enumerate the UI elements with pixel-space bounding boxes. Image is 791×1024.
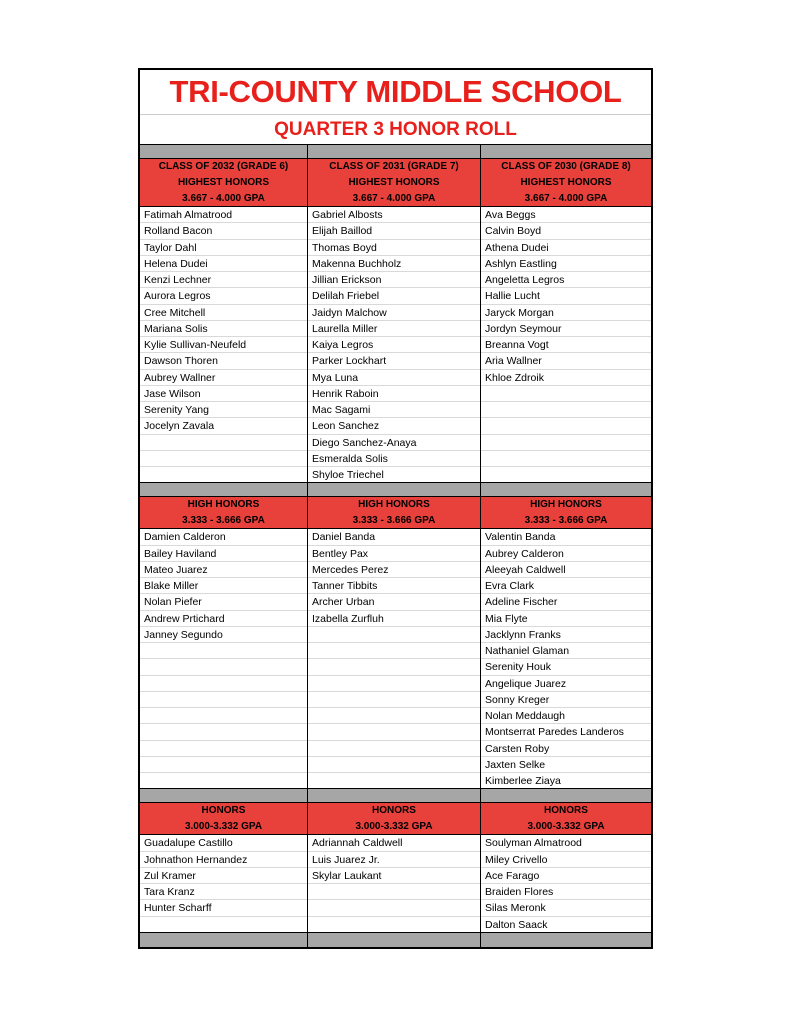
column-header-line: HIGHEST HONORS	[348, 177, 440, 188]
name-row: Mac Sagami	[308, 402, 480, 418]
name-row: Helena Dudei	[140, 256, 307, 272]
separator-bar	[481, 933, 651, 947]
name-row: Jase Wilson	[140, 386, 307, 402]
name-row: Mariana Solis	[140, 321, 307, 337]
column-header	[481, 497, 651, 529]
name-row	[308, 627, 480, 643]
name-row	[308, 676, 480, 692]
name-row: Silas Meronk	[481, 900, 651, 916]
name-row	[140, 757, 307, 773]
name-row: Khloe Zdroik	[481, 370, 651, 386]
column-header	[481, 803, 651, 835]
name-row	[481, 435, 651, 451]
name-row: Aubrey Calderon	[481, 546, 651, 562]
separator-bar	[308, 933, 481, 947]
separator-bar	[140, 145, 308, 159]
name-row: Cree Mitchell	[140, 305, 307, 321]
name-row	[140, 773, 307, 789]
column-header-line: HONORS	[372, 805, 416, 817]
name-row	[308, 659, 480, 675]
name-row: Shyloe Triechel	[308, 467, 480, 483]
name-row: Evra Clark	[481, 578, 651, 594]
name-row: Soulyman Almatrood	[481, 835, 651, 851]
name-row: Tara Kranz	[140, 884, 307, 900]
name-row	[481, 467, 651, 483]
separator-bar	[308, 483, 481, 497]
name-row: Andrew Prtichard	[140, 611, 307, 627]
name-row: Kylie Sullivan-Neufeld	[140, 337, 307, 353]
column-header	[481, 159, 651, 207]
page-title: TRI-COUNTY MIDDLE SCHOOL	[140, 70, 651, 115]
column-header-line: 3.333 - 3.666 GPA	[524, 515, 608, 527]
name-row: Guadalupe Castillo	[140, 835, 307, 851]
name-row	[481, 402, 651, 418]
name-row	[481, 386, 651, 402]
name-row: Carsten Roby	[481, 741, 651, 757]
honor-section	[140, 483, 651, 789]
column-header-line: 3.667 - 4.000 GPA	[524, 193, 608, 204]
name-row: Adriannah Caldwell	[308, 835, 480, 851]
name-row: Kaiya Legros	[308, 337, 480, 353]
column-header	[140, 497, 308, 529]
name-list	[140, 207, 308, 483]
column-header	[308, 159, 481, 207]
name-row: Mateo Juarez	[140, 562, 307, 578]
name-row: Rolland Bacon	[140, 223, 307, 239]
honor-roll-sheet	[138, 68, 653, 949]
name-row: Angelique Juarez	[481, 676, 651, 692]
name-row	[140, 467, 307, 483]
name-row: Blake Miller	[140, 578, 307, 594]
name-row	[481, 451, 651, 467]
column-header-line: HIGH HONORS	[530, 499, 602, 511]
name-row: Makenna Buchholz	[308, 256, 480, 272]
name-list	[308, 835, 481, 933]
name-row: Aria Wallner	[481, 353, 651, 369]
column-header-line: 3.000-3.332 GPA	[527, 821, 605, 833]
name-row: Calvin Boyd	[481, 223, 651, 239]
name-row	[140, 451, 307, 467]
name-row: Gabriel Albosts	[308, 207, 480, 223]
name-row: Jillian Erickson	[308, 272, 480, 288]
name-row: Delilah Friebel	[308, 288, 480, 304]
separator-bar	[140, 483, 308, 497]
separator-bar	[140, 789, 308, 803]
name-row: Jaidyn Malchow	[308, 305, 480, 321]
footer-bar	[140, 933, 651, 947]
name-row: Nolan Piefer	[140, 594, 307, 610]
column-header-line: 3.333 - 3.666 GPA	[182, 515, 265, 527]
name-row: Valentin Banda	[481, 529, 651, 545]
name-row: Luis Juarez Jr.	[308, 852, 480, 868]
name-row	[308, 773, 480, 789]
column-header-line: 3.667 - 4.000 GPA	[182, 193, 265, 204]
name-row: Zul Kramer	[140, 868, 307, 884]
name-row	[308, 757, 480, 773]
column-header-line: HONORS	[544, 805, 588, 817]
name-row: Adeline Fischer	[481, 594, 651, 610]
name-row: Damien Calderon	[140, 529, 307, 545]
column-header-line: CLASS OF 2030 (GRADE 8)	[501, 161, 631, 172]
separator-bar	[308, 789, 481, 803]
name-row: Mya Luna	[308, 370, 480, 386]
name-row: Braiden Flores	[481, 884, 651, 900]
honor-section	[140, 789, 651, 933]
name-row: Ashlyn Eastling	[481, 256, 651, 272]
name-list	[140, 835, 308, 933]
name-row: Dawson Thoren	[140, 353, 307, 369]
name-list	[140, 529, 308, 789]
column-header-line: 3.667 - 4.000 GPA	[352, 193, 436, 204]
name-row: Athena Dudei	[481, 240, 651, 256]
name-row	[140, 659, 307, 675]
name-list	[481, 835, 651, 933]
name-row: Ava Beggs	[481, 207, 651, 223]
name-row: Nolan Meddaugh	[481, 708, 651, 724]
name-row	[140, 741, 307, 757]
column-header	[308, 497, 481, 529]
name-row: Nathaniel Glaman	[481, 643, 651, 659]
name-row: Kenzi Lechner	[140, 272, 307, 288]
name-row	[140, 643, 307, 659]
name-row: Serenity Yang	[140, 402, 307, 418]
name-row	[308, 884, 480, 900]
name-row: Janney Segundo	[140, 627, 307, 643]
name-row: Daniel Banda	[308, 529, 480, 545]
column-header-line: 3.333 - 3.666 GPA	[352, 515, 436, 527]
name-row: Elijah Baillod	[308, 223, 480, 239]
name-row	[308, 643, 480, 659]
name-row: Jacklynn Franks	[481, 627, 651, 643]
name-row: Skylar Laukant	[308, 868, 480, 884]
name-row	[140, 692, 307, 708]
name-row: Taylor Dahl	[140, 240, 307, 256]
column-header-line: CLASS OF 2031 (GRADE 7)	[329, 161, 459, 172]
name-row	[308, 708, 480, 724]
column-header	[140, 803, 308, 835]
name-row: Montserrat Paredes Landeros	[481, 724, 651, 740]
name-row: Johnathon Hernandez	[140, 852, 307, 868]
name-row: Breanna Vogt	[481, 337, 651, 353]
name-row	[140, 724, 307, 740]
name-row	[140, 435, 307, 451]
column-header-line: 3.000-3.332 GPA	[355, 821, 433, 833]
name-row	[481, 418, 651, 434]
name-row: Fatimah Almatrood	[140, 207, 307, 223]
column-header-line: HIGH HONORS	[358, 499, 430, 511]
name-row: Bentley Pax	[308, 546, 480, 562]
name-row: Hallie Lucht	[481, 288, 651, 304]
column-header-line: HIGHEST HONORS	[177, 177, 270, 188]
name-row: Mia Flyte	[481, 611, 651, 627]
name-row: Jordyn Seymour	[481, 321, 651, 337]
name-row: Tanner Tibbits	[308, 578, 480, 594]
separator-bar	[481, 483, 651, 497]
name-row: Jaxten Selke	[481, 757, 651, 773]
name-row: Aleeyah Caldwell	[481, 562, 651, 578]
name-row: Sonny Kreger	[481, 692, 651, 708]
name-row	[308, 692, 480, 708]
name-row: Kimberlee Ziaya	[481, 773, 651, 789]
name-list	[481, 207, 651, 483]
name-row: Hunter Scharff	[140, 900, 307, 916]
name-row	[140, 676, 307, 692]
name-row: Laurella Miller	[308, 321, 480, 337]
name-row	[308, 724, 480, 740]
name-row: Leon Sanchez	[308, 418, 480, 434]
name-row: Mercedes Perez	[308, 562, 480, 578]
name-row	[308, 741, 480, 757]
column-header	[140, 159, 308, 207]
name-row: Parker Lockhart	[308, 353, 480, 369]
column-header-line: CLASS OF 2032 (GRADE 6)	[158, 161, 289, 172]
name-row: Jaryck Morgan	[481, 305, 651, 321]
page-subtitle: QUARTER 3 HONOR ROLL	[140, 115, 651, 145]
name-row: Henrik Raboin	[308, 386, 480, 402]
column-header-line: 3.000-3.332 GPA	[184, 821, 263, 833]
column-header-line: HIGHEST HONORS	[520, 177, 612, 188]
name-row: Serenity Houk	[481, 659, 651, 675]
name-row	[140, 708, 307, 724]
name-row	[308, 900, 480, 916]
name-row: Ace Farago	[481, 868, 651, 884]
name-row: Izabella Zurfluh	[308, 611, 480, 627]
column-header-line: HONORS	[201, 805, 246, 817]
name-row: Angeletta Legros	[481, 272, 651, 288]
name-row: Aubrey Wallner	[140, 370, 307, 386]
honor-roll-table	[140, 145, 651, 947]
honor-section	[140, 145, 651, 483]
name-list	[481, 529, 651, 789]
name-row: Miley Crivello	[481, 852, 651, 868]
separator-bar	[308, 145, 481, 159]
name-row: Diego Sanchez-Anaya	[308, 435, 480, 451]
name-row: Jocelyn Zavala	[140, 418, 307, 434]
column-header	[308, 803, 481, 835]
name-row: Bailey Haviland	[140, 546, 307, 562]
name-row: Aurora Legros	[140, 288, 307, 304]
separator-bar	[481, 145, 651, 159]
name-row: Archer Urban	[308, 594, 480, 610]
name-row: Esmeralda Solis	[308, 451, 480, 467]
name-list	[308, 529, 481, 789]
separator-bar	[481, 789, 651, 803]
name-row: Dalton Saack	[481, 917, 651, 933]
separator-bar	[140, 933, 308, 947]
column-header-line: HIGH HONORS	[187, 499, 260, 511]
name-row	[308, 917, 480, 933]
name-row	[140, 917, 307, 933]
name-row: Thomas Boyd	[308, 240, 480, 256]
name-list	[308, 207, 481, 483]
